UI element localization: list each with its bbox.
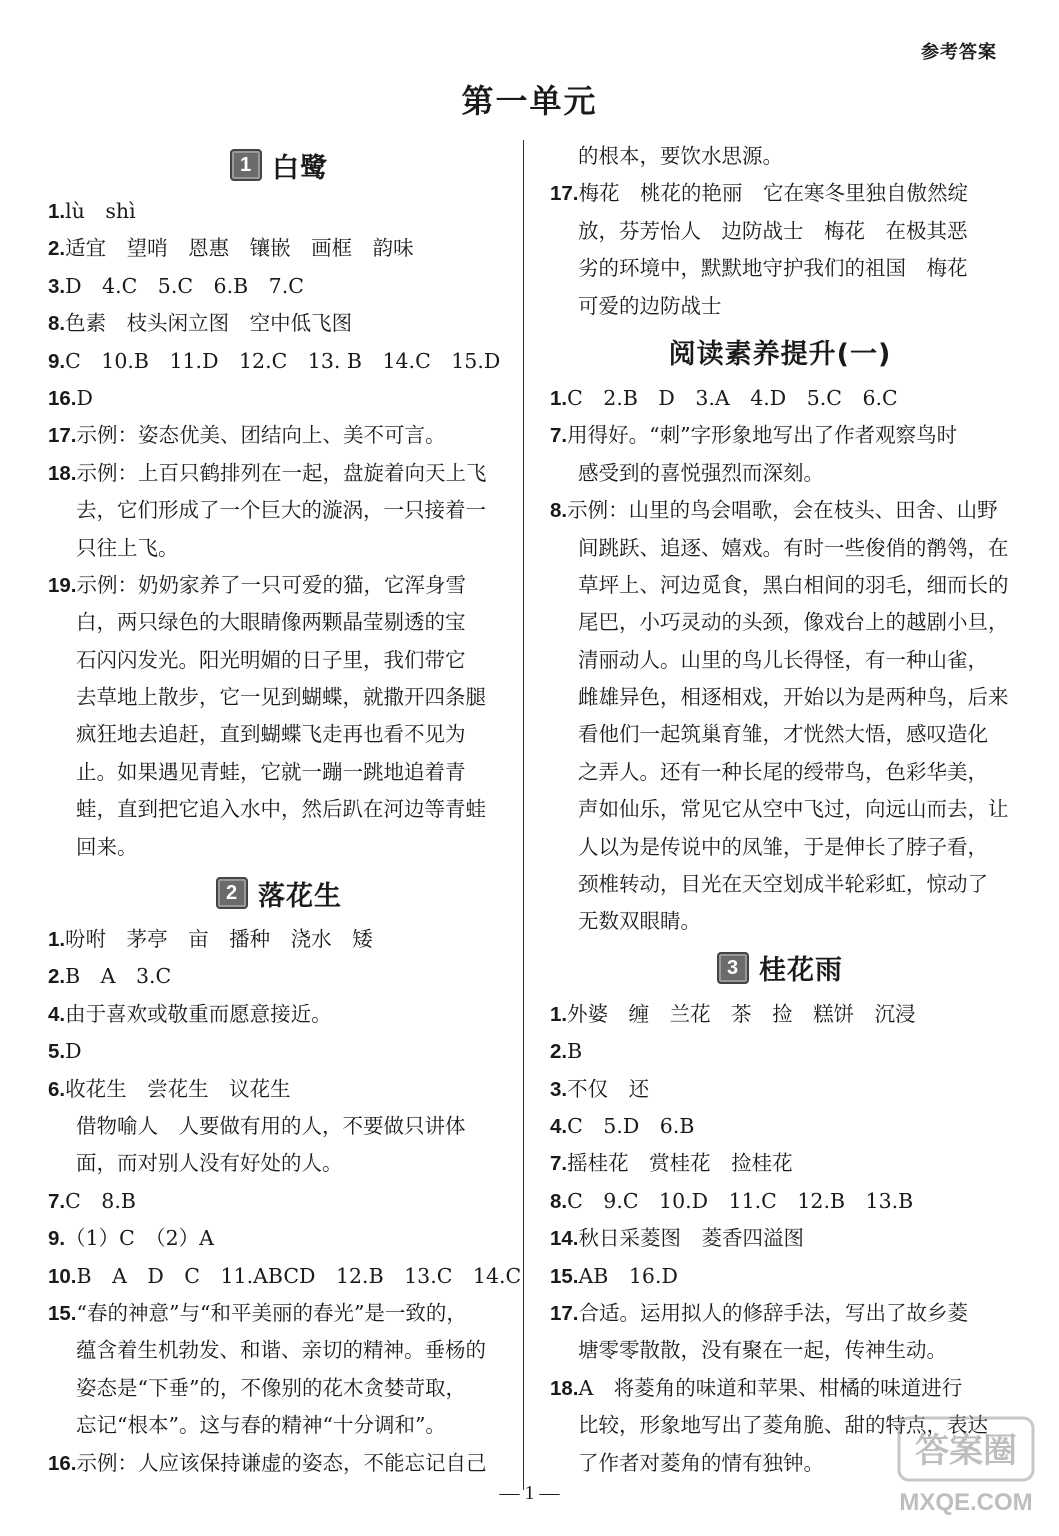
question-number: 8.	[550, 1189, 568, 1213]
answer-text: 姿态是“下垂”的，不像别的花木贪婪苛取，	[76, 1375, 466, 1400]
answer-line	[48, 921, 510, 958]
question-number: 7.	[550, 1152, 568, 1176]
answer-text: 只往上飞。	[76, 535, 179, 560]
answer-text: 去草地上散步，它一见到蝴蝶，就撒开四条腿	[76, 685, 486, 710]
answer-text: B	[567, 1039, 583, 1064]
answer-continuation	[48, 1370, 510, 1407]
answer-text: 面，而对别人没有好处的人。	[76, 1151, 343, 1176]
answer-continuation	[48, 604, 510, 641]
answer-text: 梅花 桃花的艳丽 它在寒冬里独自傲然绽	[578, 181, 968, 206]
answer-continuation	[550, 604, 1010, 641]
answer-text: 色素 枝头闲立图 空中低飞图	[65, 311, 353, 336]
answer-line	[550, 492, 1010, 529]
section-title: 桂花雨	[759, 955, 843, 987]
answer-continuation	[550, 791, 1010, 828]
answer-text: （1）C （2）A	[65, 1226, 214, 1251]
question-number: 3.	[48, 274, 66, 298]
answer-text: 草坪上、河边觅食，黑白相间的羽毛，细而长的	[578, 572, 1009, 597]
answer-line	[550, 996, 1010, 1033]
question-number: 1.	[550, 386, 568, 410]
watermark-logo	[891, 1412, 1041, 1522]
answer-text: 示例：人应该保持谦虚的姿态，不能忘记自己	[76, 1450, 487, 1475]
answer-text: 放，芬芳怡人 边防战士 梅花 在极其恶	[578, 218, 968, 243]
answer-text: 的根本，要饮水思源。	[578, 144, 783, 168]
question-number: 2.	[48, 237, 66, 261]
answer-line	[550, 175, 1010, 212]
answer-text: 秋日采菱图 菱香四溢图	[578, 1226, 804, 1251]
answer-line	[550, 380, 1010, 417]
section-heading	[48, 140, 510, 190]
answer-text: 感受到的喜悦强烈而深刻。	[578, 460, 824, 485]
answer-text: C 9.C 10.D 11.C 12.B 13.B	[567, 1188, 914, 1213]
answer-text: 疯狂地去追赶，直到蝴蝶飞走再也看不见为	[76, 722, 466, 747]
answer-text: 可爱的边防战士	[578, 293, 722, 318]
answer-text: 石闪闪发光。阳光明媚的日子里，我们带它	[76, 647, 466, 672]
answer-text: 劣的环境中，默默地守护我们的祖国 梅花	[578, 256, 968, 281]
answer-text: 忘记“根本”。这与春的精神“十分调和”。	[76, 1413, 446, 1438]
question-number: 18.	[550, 1376, 579, 1400]
answer-line	[48, 343, 510, 380]
page-number: — 1 —	[499, 1482, 560, 1504]
answer-line	[550, 1145, 1010, 1182]
answer-line	[48, 193, 510, 230]
answer-line	[48, 1220, 510, 1257]
answer-text: 示例：上百只鹤排列在一起，盘旋着向天上飞	[76, 460, 487, 485]
answer-text: 收花生 尝花生 议花生	[65, 1076, 291, 1101]
answer-continuation	[550, 138, 1010, 175]
answer-text: 由于喜欢或敬重而愿意接近。	[65, 1001, 332, 1026]
section-number-badge: 1	[230, 149, 262, 181]
answer-continuation	[550, 679, 1010, 716]
answer-continuation	[48, 1407, 510, 1444]
column-divider	[523, 140, 524, 1490]
question-number: 19.	[48, 573, 77, 597]
question-number: 1.	[48, 200, 66, 223]
answer-text: 颈椎转动，目光在天空划成半轮彩虹，惊动了	[578, 872, 988, 897]
answer-line	[550, 1071, 1010, 1108]
answer-text: 外婆 缠 兰花 茶 捡 糕饼 沉浸	[567, 1001, 916, 1026]
answer-text: 清丽动人。山里的鸟儿长得怪，有一种山雀，	[578, 647, 988, 672]
answer-text: 回来。	[76, 834, 138, 859]
answer-text: 雌雄异色，相逐相戏，开始以为是两种鸟，后来	[578, 685, 1009, 710]
answer-line	[48, 268, 510, 305]
answer-line	[48, 1258, 522, 1295]
answer-line	[48, 958, 510, 995]
answer-continuation	[48, 530, 510, 567]
question-number: 6.	[48, 1077, 66, 1101]
answer-text: 蛙，直到把它追入水中，然后趴在河边等青蛙	[76, 797, 486, 822]
answer-line	[550, 1295, 1010, 1332]
section-title: 白鹭	[272, 152, 328, 184]
answer-text: D	[65, 1039, 82, 1064]
question-number: 16.	[48, 386, 77, 410]
question-number: 17.	[550, 182, 579, 206]
question-number: 9.	[48, 1227, 66, 1251]
answer-text: 了作者对菱角的情有独钟。	[578, 1450, 824, 1475]
answer-continuation	[48, 829, 510, 866]
answer-line	[550, 417, 1010, 454]
answer-text: 比较，形象地写出了菱角脆、甜的特点，表达	[578, 1413, 988, 1438]
answer-text: B A 3.C	[65, 964, 172, 989]
answer-line	[48, 1033, 510, 1070]
answer-text: 止。如果遇见青蛙，它就一蹦一跳地追着青	[76, 759, 466, 784]
answer-text: 白，两只绿色的大眼睛像两颗晶莹剔透的宝	[76, 610, 466, 635]
answer-text: AB 16.D	[578, 1263, 678, 1288]
answer-text: 人以为是传说中的凤雏，于是伸长了脖子看，	[578, 834, 988, 859]
answer-line	[48, 230, 510, 267]
answer-text: D	[76, 385, 93, 410]
answer-continuation	[550, 642, 1010, 679]
answer-line	[550, 1033, 1010, 1070]
answer-continuation	[550, 716, 1010, 753]
page-header-label: 参考答案	[921, 42, 997, 63]
answer-text: 无数双眼睛。	[578, 909, 701, 934]
answer-text: 借物喻人 人要做有用的人，不要做只讲体	[76, 1113, 466, 1138]
watermark-url: MXQE.COM	[899, 1489, 1033, 1516]
answer-text: 摇桂花 赏桂花 捡桂花	[567, 1151, 793, 1176]
section-title: 阅读素养提升(一)	[668, 339, 892, 371]
question-number: 17.	[48, 424, 77, 448]
answer-continuation	[550, 567, 1010, 604]
section-number-badge: 2	[216, 877, 248, 909]
answer-continuation	[550, 455, 1010, 492]
question-number: 8.	[550, 499, 568, 523]
question-number: 5.	[48, 1040, 66, 1064]
answer-text: 适宜 望哨 恩惠 镶嵌 画框 韵味	[65, 236, 414, 261]
answer-text: 塘零零散散，没有聚在一起，传神生动。	[578, 1338, 947, 1363]
answer-continuation	[550, 288, 1010, 325]
section-heading	[550, 943, 1010, 993]
answer-text: “春的神意”与“和平美丽的春光”是一致的，	[76, 1300, 467, 1325]
answer-text: C 5.D 6.B	[567, 1113, 695, 1138]
question-number: 2.	[550, 1040, 568, 1064]
question-number: 7.	[550, 424, 568, 448]
answer-line	[48, 996, 510, 1033]
question-number: 15.	[48, 1301, 77, 1325]
answer-continuation	[550, 903, 1010, 940]
question-number: 1.	[48, 928, 66, 952]
answer-text: C 8.B	[65, 1188, 136, 1213]
answer-text: 不仅 还	[567, 1076, 650, 1101]
answer-text: 示例：奶奶家养了一只可爱的猫，它浑身雪	[76, 572, 466, 597]
answer-line	[48, 567, 510, 604]
answer-line	[550, 1108, 1010, 1145]
answer-line	[48, 380, 510, 417]
answer-line	[550, 1370, 1010, 1407]
section-heading	[48, 868, 510, 918]
answer-text: 用得好。“刺”字形象地写出了作者观察鸟时	[567, 423, 958, 448]
answer-continuation	[48, 1332, 510, 1369]
answer-line	[48, 1071, 510, 1108]
question-number: 9.	[48, 349, 66, 373]
answer-line	[48, 417, 510, 454]
answer-line	[48, 1295, 510, 1332]
answer-text: C 2.B D 3.A 4.D 5.C 6.C	[567, 385, 898, 410]
question-number: 4.	[550, 1114, 568, 1138]
answer-continuation	[48, 642, 510, 679]
question-number: 14.	[550, 1227, 579, 1251]
answer-text: lù shì	[65, 199, 136, 223]
answer-continuation	[550, 213, 1010, 250]
right-column	[550, 138, 1010, 1482]
answer-continuation	[550, 829, 1010, 866]
answer-text: 间跳跃、追逐、嬉戏。有时一些俊俏的鹡鸰，在	[578, 535, 1009, 560]
answer-text: 合适。运用拟人的修辞手法，写出了故乡菱	[578, 1300, 968, 1325]
answer-continuation	[48, 791, 510, 828]
answer-text: 蕴含着生机勃发、和谐、亲切的精神。垂杨的	[76, 1338, 486, 1363]
question-number: 7.	[48, 1189, 66, 1213]
answer-line	[48, 305, 510, 342]
question-number: 18.	[48, 461, 77, 485]
answer-text: 吩咐 茅亭 亩 播种 浇水 矮	[65, 927, 373, 952]
answer-continuation	[48, 492, 510, 529]
answer-continuation	[48, 716, 510, 753]
answer-line	[550, 1258, 1010, 1295]
answer-text: A 将菱角的味道和苹果、柑橘的味道进行	[578, 1375, 963, 1400]
section-title: 落花生	[258, 880, 342, 912]
answer-continuation	[550, 866, 1010, 903]
answer-text: 看他们一起筑巢育雏，才恍然大悟，感叹造化	[578, 722, 988, 747]
answer-continuation	[550, 530, 1010, 567]
question-number: 2.	[48, 965, 66, 989]
answer-text: C 10.B 11.D 12.C 13. B 14.C 15.D	[65, 348, 501, 373]
answer-line	[550, 1220, 1010, 1257]
answer-text: 尾巴，小巧灵动的头颈，像戏台上的越剧小旦，	[578, 610, 1009, 635]
answer-continuation	[48, 754, 510, 791]
watermark-text: 答案圈	[915, 1431, 1017, 1471]
answer-continuation	[48, 1108, 510, 1145]
left-column	[48, 138, 522, 1482]
question-number: 4.	[48, 1002, 66, 1026]
question-number: 3.	[550, 1077, 568, 1101]
answer-line	[550, 1183, 1010, 1220]
answer-text: D 4.C 5.C 6.B 7.C	[65, 273, 304, 298]
answer-continuation	[48, 679, 510, 716]
answer-text: B A D C 11.ABCD 12.B 13.C 14.C	[76, 1263, 522, 1288]
section-heading	[550, 327, 1010, 377]
answer-line	[48, 455, 510, 492]
answer-text: 去，它们形成了一个巨大的漩涡，一只接着一	[76, 498, 486, 523]
answer-text: 示例：姿态优美、团结向上、美不可言。	[76, 423, 446, 448]
answer-text: 示例：山里的鸟会唱歌，会在枝头、田舍、山野	[567, 498, 998, 523]
question-number: 16.	[48, 1451, 77, 1475]
section-number-badge: 3	[717, 952, 749, 984]
question-number: 10.	[48, 1264, 77, 1288]
question-number: 15.	[550, 1264, 579, 1288]
answer-continuation	[550, 250, 1010, 287]
question-number: 8.	[48, 312, 66, 336]
answer-continuation	[48, 1145, 510, 1182]
answer-continuation	[550, 754, 1010, 791]
answer-text: 之弄人。还有一种长尾的绶带鸟，色彩华美，	[578, 759, 988, 784]
unit-title: 第一单元	[461, 82, 598, 120]
question-number: 1.	[550, 1002, 568, 1026]
answer-line	[48, 1183, 510, 1220]
answer-continuation	[550, 1332, 1010, 1369]
question-number: 17.	[550, 1301, 579, 1325]
answer-text: 声如仙乐，常见它从空中飞过，向远山而去，让	[578, 797, 1009, 822]
answer-line	[48, 1445, 510, 1482]
